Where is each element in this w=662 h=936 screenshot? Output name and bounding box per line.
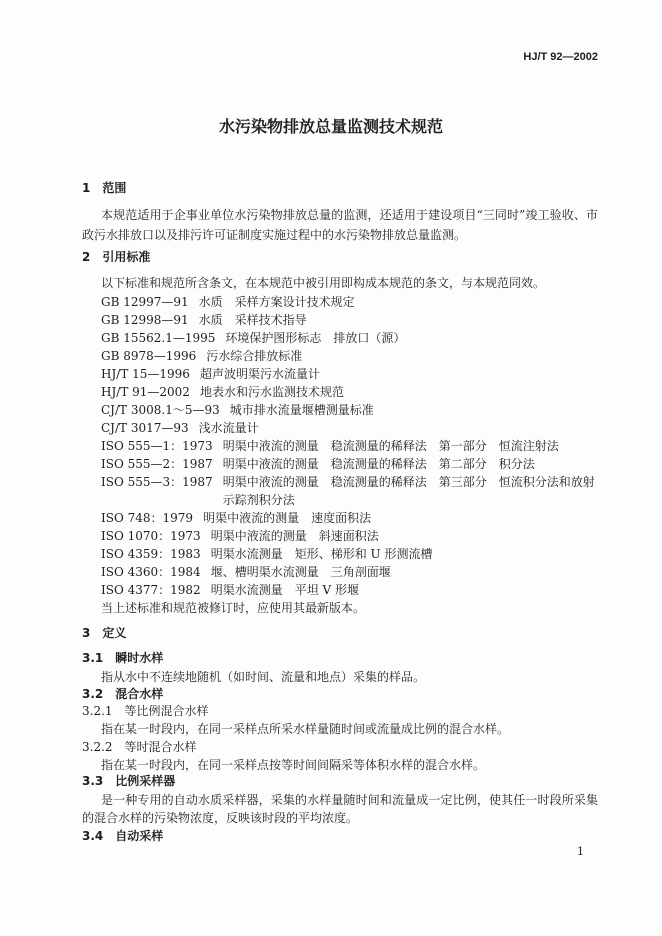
reference-title: 明渠中液流的测量 斜速面积法	[210, 529, 379, 543]
definition-3-2-1-heading	[82, 702, 598, 720]
reference-item	[101, 293, 604, 311]
reference-title: 环境保护图形标志 排放口（源）	[225, 331, 406, 345]
definition-3-1-text: 指从水中不连续地随机（如时间、流量和地点）采集的样品。	[101, 670, 426, 684]
reference-title: 堰、槽明渠水流测量 三角剖面堰	[210, 565, 391, 579]
reference-code: ISO 555—1：1973	[101, 439, 213, 453]
section-2-note: 当上述标准和规范被修订时，应使用其最新版本。	[101, 601, 366, 615]
document-title: 水污染物排放总量监测技术规范	[218, 117, 443, 136]
clause-number: 3.1	[82, 651, 104, 665]
definition-3-1-heading	[82, 649, 598, 667]
reference-item	[101, 473, 604, 509]
reference-code: HJ/T 15—1996	[101, 367, 190, 381]
clause-title: 等时混合水样	[124, 740, 197, 754]
reference-title: 地表水和污水监测技术规范	[199, 385, 344, 399]
reference-item	[101, 311, 604, 329]
clause-title: 等比例混合水样	[124, 704, 209, 718]
reference-item	[101, 455, 604, 473]
reference-code: ISO 1070：1973	[101, 529, 201, 543]
reference-code: CJ/T 3017—93	[101, 421, 189, 435]
reference-item	[101, 419, 604, 437]
reference-code: ISO 4359：1983	[101, 547, 201, 561]
reference-item	[101, 581, 604, 599]
clause-number: 3.4	[82, 829, 104, 843]
definition-3-2-1-text: 指在某一时段内，在同一采样点所采水样量随时间或流量成比例的混合水样。	[101, 722, 510, 736]
section-3-heading	[82, 624, 598, 642]
reference-code: CJ/T 3008.1～5—93	[101, 403, 220, 417]
section-number: 3	[82, 626, 91, 640]
reference-item	[101, 365, 604, 383]
clause-number: 3.2	[82, 687, 104, 701]
reference-item	[101, 563, 604, 581]
reference-item	[101, 329, 604, 347]
reference-title: 浅水流量计	[198, 421, 259, 435]
reference-title: 明渠中液流的测量 速度面积法	[203, 511, 372, 525]
reference-item	[101, 527, 604, 545]
clause-title: 混合水样	[115, 687, 164, 701]
clause-number: 3.2.2	[82, 740, 113, 754]
section-number: 2	[82, 250, 91, 264]
reference-code: GB 12997—91	[101, 295, 189, 309]
section-1-heading	[82, 179, 598, 197]
clause-number: 3.3	[82, 774, 104, 788]
reference-title: 明渠中液流的测量 稳流测量的稀释法 第一部分 恒流注射法	[222, 439, 559, 453]
reference-item	[101, 347, 604, 365]
reference-code: ISO 555—2：1987	[101, 457, 213, 471]
reference-title: 明渠中液流的测量 稳流测量的稀释法 第二部分 积分法	[222, 457, 535, 471]
definition-3-3-heading	[82, 772, 598, 790]
reference-title: 城市排水流量堰槽测量标准	[229, 403, 374, 417]
reference-item	[101, 383, 604, 401]
reference-title: 水质 采样方案设计技术规定	[198, 295, 355, 309]
definition-3-3-text: 是一种专用的自动水质采样器，采集的水样量随时间和流量成一定比例，使其任一时段所采集的混合水样的污染物浓度，反映该时段的平均浓度。	[82, 793, 598, 825]
definition-3-2-heading	[82, 685, 598, 703]
reference-title: 污水综合排放标准	[206, 349, 303, 363]
reference-code: GB 12998—91	[101, 313, 189, 327]
reference-code: GB 15562.1—1995	[101, 331, 216, 345]
reference-code: GB 8978—1996	[101, 349, 197, 363]
reference-title: 明渠水流测量 平坦 V 形堰	[210, 583, 359, 597]
clause-number: 3.2.1	[82, 704, 113, 718]
section-2-intro: 以下标准和规范所含条文，在本规范中被引用即构成本规范的条文，与本规范同效。	[101, 276, 546, 290]
reference-item	[101, 509, 604, 527]
reference-code: HJ/T 91—2002	[101, 385, 190, 399]
section-2-heading	[82, 248, 598, 266]
section-title: 引用标准	[102, 250, 151, 264]
section-number: 1	[82, 181, 91, 195]
reference-title: 超声波明渠污水流量计	[199, 367, 320, 381]
reference-title: 明渠中液流的测量 稳流测量的稀释法 第三部分 恒流积分法和放射示踪剂积分法	[222, 475, 595, 507]
page-number: 1	[577, 845, 584, 858]
reference-list	[101, 293, 604, 617]
clause-title: 瞬时水样	[115, 651, 164, 665]
reference-item	[101, 401, 604, 419]
definition-3-4-heading	[82, 827, 598, 845]
reference-code: ISO 748：1979	[101, 511, 194, 525]
reference-item	[101, 437, 604, 455]
definition-3-2-2-text: 指在某一时段内，在同一采样点按等时间间隔采等体积水样的混合水样。	[101, 758, 486, 772]
reference-title: 明渠水流测量 矩形、梯形和 U 形测流槽	[210, 547, 433, 561]
header-standard-code: HJ/T 92—2002	[523, 51, 598, 63]
section-title: 定义	[102, 626, 127, 640]
section-1-paragraph: 本规范适用于企事业单位水污染物排放总量的监测，还适用于建设项目“三同时”竣工验收、市政污水排放口以及排污许可证制度实施过程中的水污染物排放总量监测。	[82, 208, 598, 242]
reference-title: 水质 采样技术指导	[198, 313, 307, 327]
section-title: 范围	[102, 181, 127, 195]
reference-item	[101, 545, 604, 563]
reference-code: ISO 4360：1984	[101, 565, 201, 579]
reference-code: ISO 4377：1982	[101, 583, 201, 597]
reference-code: ISO 555—3：1987	[101, 475, 213, 489]
clause-title: 自动采样	[115, 829, 164, 843]
definition-3-2-2-heading	[82, 738, 598, 756]
clause-title: 比例采样器	[115, 774, 176, 788]
